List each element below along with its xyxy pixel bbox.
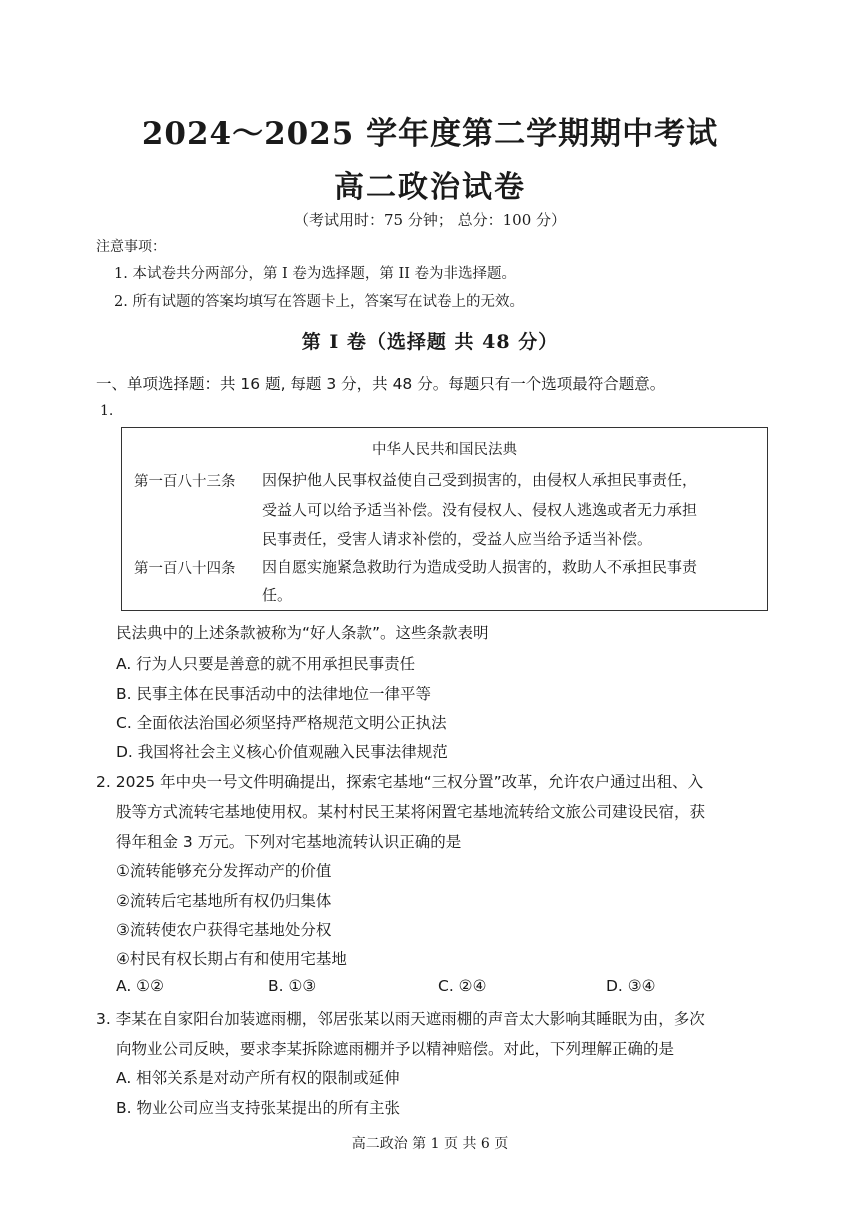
answer-choice: C. ②④	[438, 977, 487, 995]
exam-info: （考试用时：75 分钟； 总分：100 分）	[293, 211, 567, 229]
answer-option: A. 相邻关系是对动产所有权的限制或延伸	[116, 1069, 400, 1087]
statement-item: ①流转能够充分发挥动产的价值	[116, 862, 332, 880]
exam-subtitle: 高二政治试卷	[334, 170, 526, 205]
answer-option: B. 民事主体在民事活动中的法律地位一律平等	[116, 685, 431, 703]
question-stem: 得年租金 3 万元。下列对宅基地流转认识正确的是	[116, 833, 462, 851]
section-title: 第 I 卷（选择题 共 48 分）	[301, 331, 559, 353]
question-stem: 3. 李某在自家阳台加装遮雨棚，邻居张某以雨天遮雨棚的声音太大影响其睡眠为由，多次	[96, 1010, 705, 1028]
article-text: 任。	[262, 586, 293, 604]
question-stem: 2. 2025 年中央一号文件明确提出，探索宅基地“三权分置”改革，允许农户通过出租、入	[96, 773, 704, 791]
answer-choice: A. ①②	[116, 977, 164, 995]
question-stem: 股等方式流转宅基地使用权。某村村民王某将闲置宅基地流转给文旅公司建设民宿，获	[116, 803, 706, 821]
statement-item: ②流转后宅基地所有权仍归集体	[116, 892, 332, 910]
article-name: 第一百八十四条	[134, 561, 236, 577]
question-number: 1.	[100, 403, 114, 419]
answer-choice: B. ①③	[268, 977, 317, 995]
notes-title: 注意事项：	[96, 239, 166, 255]
answer-option: D. 我国将社会主义核心价值观融入民事法律规范	[116, 743, 448, 761]
statement-item: ④村民有权长期占有和使用宅基地	[116, 950, 347, 968]
part-title: 一、单项选择题：共 16 题, 每题 3 分，共 48 分。每题只有一个选项最符合题意。	[96, 375, 666, 393]
page-footer: 高二政治 第 1 页 共 6 页	[351, 1136, 509, 1152]
article-name: 第一百八十三条	[134, 474, 236, 490]
answer-option: C. 全面依法治国必须坚持严格规范文明公正执法	[116, 714, 447, 732]
exam-title: 2024～2025 学年度第二学期期中考试	[141, 116, 719, 152]
law-excerpt-box	[121, 427, 768, 611]
statement-item: ③流转使农户获得宅基地处分权	[116, 921, 332, 939]
article-text: 因自愿实施紧急救助行为造成受助人损害的，救助人不承担民事责	[262, 558, 698, 576]
note-item: 2. 所有试题的答案均填写在答题卡上，答案写在试卷上的无效。	[114, 294, 524, 310]
answer-choice: D. ③④	[606, 977, 656, 995]
note-item: 1. 本试卷共分两部分，第 I 卷为选择题，第 II 卷为非选择题。	[114, 266, 517, 282]
question-stem: 向物业公司反映，要求李某拆除遮雨棚并予以精神赔偿。对此，下列理解正确的是	[116, 1040, 675, 1058]
answer-option: B. 物业公司应当支持张某提出的所有主张	[116, 1099, 400, 1117]
article-text: 因保护他人民事权益使自己受到损害的，由侵权人承担民事责任，	[262, 471, 698, 489]
article-text: 受益人可以给予适当补偿。没有侵权人、侵权人逃逸或者无力承担	[262, 501, 698, 519]
question-stem: 民法典中的上述条款被称为“好人条款”。这些条款表明	[116, 624, 489, 642]
article-text: 民事责任，受害人请求补偿的，受益人应当给予适当补偿。	[262, 530, 653, 548]
answer-option: A. 行为人只要是善意的就不用承担民事责任	[116, 655, 416, 673]
law-heading: 中华人民共和国民法典	[372, 442, 517, 458]
